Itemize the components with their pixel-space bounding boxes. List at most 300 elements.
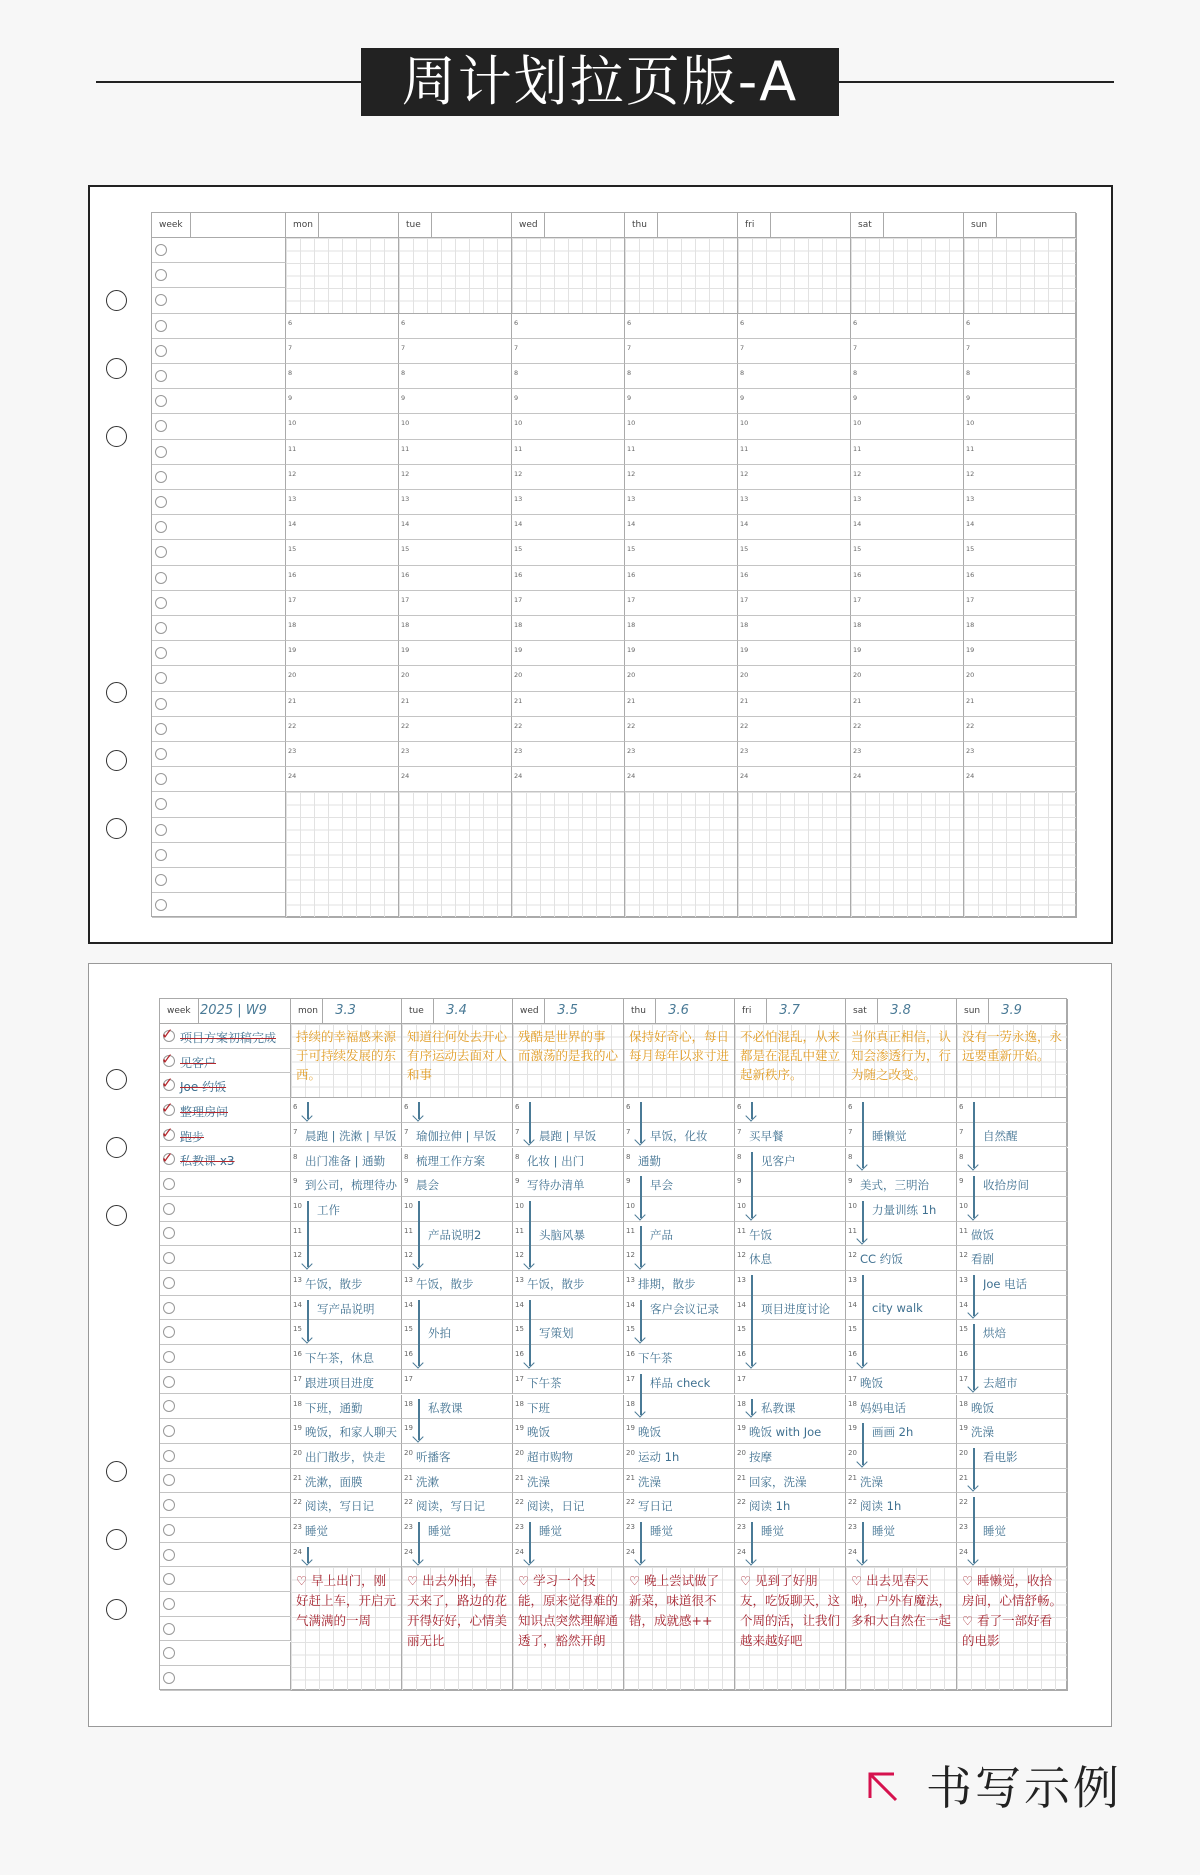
todo-checkbox[interactable] (155, 521, 167, 533)
hour-slot-tue-16[interactable] (399, 566, 512, 591)
binder-hole[interactable] (106, 1069, 127, 1090)
todo-row[interactable] (160, 1543, 291, 1568)
hour-slot-sun-10[interactable] (964, 414, 1077, 439)
hour-slot-sat-21[interactable] (851, 692, 964, 717)
todo-checkbox[interactable] (163, 1524, 175, 1536)
quote-area-tue[interactable] (399, 238, 512, 314)
hour-slot-sat-18[interactable] (851, 616, 964, 641)
hour-slot-fri-10[interactable] (738, 414, 851, 439)
hour-slot-sun-18[interactable] (964, 616, 1077, 641)
hour-slot-sun-8[interactable] (964, 364, 1077, 389)
todo-checkbox[interactable] (155, 395, 167, 407)
hour-slot-fri-8[interactable] (738, 364, 851, 389)
todo-row[interactable] (152, 389, 286, 414)
todo-row[interactable] (160, 1666, 291, 1691)
hour-slot-wed-21[interactable] (512, 692, 625, 717)
hour-slot-sat-6[interactable] (851, 314, 964, 339)
binder-hole[interactable] (106, 750, 127, 771)
todo-row[interactable] (160, 1222, 291, 1247)
todo-row[interactable] (160, 1617, 291, 1642)
hour-slot-fri-14[interactable] (738, 515, 851, 540)
hour-slot-sun-15[interactable] (964, 540, 1077, 565)
hour-slot-tue-24[interactable] (399, 767, 512, 792)
todo-checkbox[interactable] (163, 1351, 175, 1363)
hour-slot-wed-15[interactable] (512, 540, 625, 565)
hour-slot-sun-24[interactable] (964, 767, 1077, 792)
hour-slot-thu-9[interactable] (625, 389, 738, 414)
notes-area-tue[interactable] (402, 1567, 513, 1691)
hour-slot-tue-22[interactable] (399, 717, 512, 742)
hour-slot-thu-21[interactable] (625, 692, 738, 717)
todo-row[interactable] (152, 692, 286, 717)
hour-slot-wed-12[interactable] (512, 465, 625, 490)
hour-slot-fri-23[interactable] (738, 742, 851, 767)
todo-row[interactable] (160, 1246, 291, 1271)
hour-slot-sun-9[interactable] (964, 389, 1077, 414)
hour-slot-sun-6[interactable] (964, 314, 1077, 339)
hour-slot-wed-9[interactable] (512, 389, 625, 414)
hour-slot-thu-15[interactable] (625, 540, 738, 565)
day-date[interactable]: 3.5 (557, 1003, 578, 1018)
hour-slot-mon-11[interactable] (286, 440, 399, 465)
notes-area-wed[interactable] (512, 792, 625, 918)
quote-area-sun[interactable] (964, 238, 1077, 314)
hour-slot-wed-8[interactable] (512, 364, 625, 389)
hour-slot-sat-15[interactable] (851, 540, 964, 565)
hour-slot-sat-24[interactable] (851, 767, 964, 792)
hour-slot-sun-11[interactable] (964, 440, 1077, 465)
hour-slot-tue-19[interactable] (399, 641, 512, 666)
hour-slot-sat-11[interactable] (851, 440, 964, 465)
binder-hole[interactable] (106, 818, 127, 839)
hour-slot-fri-16[interactable] (738, 566, 851, 591)
quote-area-mon[interactable] (286, 238, 399, 314)
hour-slot-fri-24[interactable] (738, 767, 851, 792)
notes-area-mon[interactable] (291, 1567, 402, 1691)
hour-slot-thu-18[interactable] (625, 616, 738, 641)
hour-slot-wed-13[interactable] (512, 490, 625, 515)
hour-slot-mon-17[interactable] (286, 591, 399, 616)
hour-slot-fri-7[interactable] (738, 339, 851, 364)
hour-slot-mon-8[interactable] (286, 364, 399, 389)
hour-slot-tue-9[interactable] (399, 389, 512, 414)
hour-slot-thu-11[interactable] (625, 440, 738, 465)
notes-area-thu[interactable] (625, 792, 738, 918)
todo-row[interactable] (160, 1073, 291, 1098)
day-date[interactable]: 3.7 (779, 1003, 800, 1018)
quote-area-wed[interactable] (513, 1024, 624, 1098)
hour-slot-mon-16[interactable] (286, 566, 399, 591)
hour-slot-mon-10[interactable] (286, 414, 399, 439)
hour-slot-thu-10[interactable] (625, 414, 738, 439)
hour-label: 8 (627, 369, 632, 377)
todo-row[interactable] (152, 490, 286, 515)
quote-area-sun[interactable] (957, 1024, 1068, 1098)
binder-hole[interactable] (106, 1137, 127, 1158)
todo-row[interactable] (160, 1493, 291, 1518)
hour-slot-sat-7[interactable] (851, 339, 964, 364)
hour-slot-mon-9[interactable] (286, 389, 399, 414)
todo-checkbox[interactable] (163, 1203, 175, 1215)
daily-quote: 没有一劳永逸，永远要重新开始。 (962, 1029, 1063, 1063)
hour-slot-wed-10[interactable] (512, 414, 625, 439)
hour-slot-mon-20[interactable] (286, 666, 399, 691)
quote-area-wed[interactable] (512, 238, 625, 314)
todo-row[interactable] (152, 364, 286, 389)
hour-slot-tue-14[interactable] (399, 515, 512, 540)
hour-slot-thu-13[interactable] (625, 490, 738, 515)
hour-slot-tue-6[interactable] (399, 314, 512, 339)
hour-slot-sun-23[interactable] (964, 742, 1077, 767)
todo-checkbox[interactable] (155, 748, 167, 760)
todo-checkbox[interactable] (163, 1252, 175, 1264)
todo-row[interactable] (160, 1271, 291, 1296)
todo-row[interactable] (160, 1419, 291, 1444)
todo-row[interactable] (160, 1567, 291, 1592)
hour-slot-thu-17[interactable] (625, 591, 738, 616)
notes-area-fri[interactable] (735, 1567, 846, 1691)
todo-row[interactable] (160, 1444, 291, 1469)
todo-row[interactable] (160, 1296, 291, 1321)
hour-slot-tue-13[interactable] (399, 490, 512, 515)
binder-hole[interactable] (106, 1205, 127, 1226)
hour-slot-sun-7[interactable] (964, 339, 1077, 364)
hour-slot-fri-13[interactable] (738, 490, 851, 515)
hour-slot-sun-12[interactable] (964, 465, 1077, 490)
todo-checkbox[interactable] (155, 572, 167, 584)
hour-slot-fri-21[interactable] (738, 692, 851, 717)
hour-slot-tue-17[interactable] (402, 1370, 513, 1395)
hour-slot-mon-18[interactable] (286, 616, 399, 641)
hour-slot-thu-12[interactable] (625, 465, 738, 490)
hour-slot-mon-21[interactable] (286, 692, 399, 717)
hour-slot-sat-8[interactable] (851, 364, 964, 389)
todo-row[interactable] (152, 440, 286, 465)
schedule-entry: 晚饭，和家人聊天 (305, 1425, 397, 1440)
notes-area-sun[interactable] (957, 1567, 1068, 1691)
hour-label: 15 (966, 545, 975, 554)
todo-row[interactable] (152, 843, 286, 868)
todo-row[interactable] (152, 616, 286, 641)
todo-row[interactable] (152, 641, 286, 666)
todo-checkbox[interactable] (163, 1672, 175, 1684)
notes-area-sun[interactable] (964, 792, 1077, 918)
binder-hole[interactable] (106, 358, 127, 379)
todo-checkbox[interactable] (163, 1450, 175, 1462)
hour-label: 14 (404, 1300, 413, 1309)
todo-row[interactable] (160, 1469, 291, 1494)
notes-area-sat[interactable] (846, 1567, 957, 1691)
todo-checkbox[interactable] (155, 672, 167, 684)
todo-checkbox[interactable] (163, 1400, 175, 1412)
hour-slot-sun-17[interactable] (964, 591, 1077, 616)
todo-checkbox[interactable] (163, 1277, 175, 1289)
schedule-entry: 休息 (749, 1252, 772, 1267)
todo-checkbox[interactable] (163, 1227, 175, 1239)
todo-checkbox[interactable] (155, 597, 167, 609)
hour-slot-tue-11[interactable] (399, 440, 512, 465)
quote-area-mon[interactable] (291, 1024, 402, 1098)
todo-checkbox[interactable] (155, 824, 167, 836)
hour-slot-sat-23[interactable] (851, 742, 964, 767)
notes-area-thu[interactable] (624, 1567, 735, 1691)
hour-slot-fri-9[interactable] (738, 389, 851, 414)
hour-slot-mon-6[interactable] (286, 314, 399, 339)
todo-checkbox[interactable] (155, 294, 167, 306)
hour-label: 16 (514, 570, 523, 579)
schedule-entry: 美式，三明治 (860, 1178, 929, 1193)
todo-checkbox[interactable] (163, 1425, 175, 1437)
binder-hole[interactable] (106, 1461, 127, 1482)
todo-checkbox[interactable] (163, 1598, 175, 1610)
hour-slot-wed-19[interactable] (512, 641, 625, 666)
quote-area-fri[interactable] (735, 1024, 846, 1098)
todo-row[interactable] (152, 540, 286, 565)
todo-row[interactable] (160, 1642, 291, 1667)
hour-slot-wed-18[interactable] (512, 616, 625, 641)
hour-slot-thu-23[interactable] (625, 742, 738, 767)
todo-row[interactable] (152, 414, 286, 439)
binder-hole[interactable] (106, 1529, 127, 1550)
todo-checkbox[interactable] (163, 1573, 175, 1585)
hour-slot-sat-16[interactable] (851, 566, 964, 591)
hour-slot-thu-14[interactable] (625, 515, 738, 540)
hour-slot-sat-10[interactable] (851, 414, 964, 439)
todo-row[interactable] (160, 1592, 291, 1617)
hour-slot-wed-23[interactable] (512, 742, 625, 767)
todo-row[interactable] (152, 314, 286, 339)
day-date[interactable]: 3.3 (335, 1003, 356, 1018)
todo-checkbox[interactable] (155, 647, 167, 659)
hour-label: 19 (853, 646, 862, 655)
todo-row[interactable] (160, 1049, 291, 1074)
hour-slot-fri-17[interactable] (735, 1370, 846, 1395)
day-date[interactable]: 3.6 (668, 1003, 689, 1018)
notes-area-mon[interactable] (286, 792, 399, 918)
hour-slot-fri-18[interactable] (738, 616, 851, 641)
hour-slot-wed-22[interactable] (512, 717, 625, 742)
hour-slot-sat-22[interactable] (851, 717, 964, 742)
notes-area-tue[interactable] (399, 792, 512, 918)
hour-slot-sun-19[interactable] (964, 641, 1077, 666)
hour-label: 13 (515, 1276, 524, 1284)
todo-row[interactable] (152, 263, 286, 288)
todo-checkbox[interactable] (155, 420, 167, 432)
todo-checkbox[interactable] (163, 1302, 175, 1314)
todo-row[interactable] (160, 1098, 291, 1123)
schedule-entry: 午饭，散步 (527, 1277, 585, 1291)
todo-row[interactable] (160, 1345, 291, 1370)
hour-slot-sun-20[interactable] (964, 666, 1077, 691)
hour-label: 13 (293, 1276, 302, 1284)
todo-row[interactable] (152, 339, 286, 364)
todo-row[interactable] (152, 566, 286, 591)
hour-slot-sat-13[interactable] (851, 490, 964, 515)
todo-checkbox[interactable] (155, 622, 167, 634)
hour-slot-sun-21[interactable] (964, 692, 1077, 717)
hour-slot-wed-7[interactable] (512, 339, 625, 364)
todo-checkbox[interactable] (155, 798, 167, 810)
todo-checkbox[interactable] (155, 471, 167, 483)
hour-slot-thu-6[interactable] (625, 314, 738, 339)
hour-slot-mon-22[interactable] (286, 717, 399, 742)
hour-slot-fri-12[interactable] (738, 465, 851, 490)
hour-slot-thu-16[interactable] (625, 566, 738, 591)
todo-row[interactable] (160, 1123, 291, 1148)
hour-slot-tue-8[interactable] (399, 364, 512, 389)
hour-slot-mon-7[interactable] (286, 339, 399, 364)
hour-label: 21 (401, 696, 410, 705)
hour-slot-fri-15[interactable] (738, 540, 851, 565)
hour-slot-sat-12[interactable] (851, 465, 964, 490)
todo-row[interactable] (160, 1024, 291, 1049)
todo-checkbox[interactable] (163, 1499, 175, 1511)
todo-checkbox[interactable] (155, 698, 167, 710)
todo-checkbox[interactable] (163, 1623, 175, 1635)
hour-slot-thu-20[interactable] (625, 666, 738, 691)
hour-slot-fri-17[interactable] (738, 591, 851, 616)
todo-checkbox[interactable] (155, 849, 167, 861)
todo-row[interactable] (160, 1172, 291, 1197)
hour-slot-mon-14[interactable] (286, 515, 399, 540)
todo-checkbox[interactable] (155, 773, 167, 785)
todo-row[interactable] (152, 515, 286, 540)
todo-checkbox[interactable] (163, 1326, 175, 1338)
todo-checkbox[interactable] (155, 269, 167, 281)
notes-area-wed[interactable] (513, 1567, 624, 1691)
hour-slot-fri-6[interactable] (738, 314, 851, 339)
quote-area-sat[interactable] (846, 1024, 957, 1098)
hour-slot-sat-14[interactable] (851, 515, 964, 540)
hour-slot-sat-20[interactable] (851, 666, 964, 691)
todo-row[interactable] (152, 666, 286, 691)
hour-slot-mon-19[interactable] (286, 641, 399, 666)
hour-slot-tue-21[interactable] (399, 692, 512, 717)
todo-checkbox[interactable] (163, 1549, 175, 1561)
todo-row[interactable] (152, 868, 286, 893)
todo-row[interactable] (160, 1320, 291, 1345)
todo-checkbox[interactable] (155, 496, 167, 508)
hour-slot-sun-14[interactable] (964, 515, 1077, 540)
quote-area-thu[interactable] (624, 1024, 735, 1098)
hour-slot-wed-17[interactable] (512, 591, 625, 616)
todo-checkbox[interactable] (163, 1647, 175, 1659)
day-date[interactable]: 3.4 (446, 1003, 467, 1018)
todo-checkbox[interactable] (155, 723, 167, 735)
hour-slot-tue-23[interactable] (399, 742, 512, 767)
todo-checkbox[interactable] (155, 320, 167, 332)
binder-hole[interactable] (106, 290, 127, 311)
hour-slot-thu-19[interactable] (625, 641, 738, 666)
hour-slot-mon-23[interactable] (286, 742, 399, 767)
todo-checkbox[interactable] (155, 446, 167, 458)
day-date[interactable]: 3.9 (1001, 1003, 1022, 1018)
todo-row[interactable] (160, 1148, 291, 1173)
todo-row[interactable] (152, 893, 286, 918)
todo-row[interactable] (152, 238, 286, 263)
hour-slot-wed-14[interactable] (512, 515, 625, 540)
hour-slot-sun-16[interactable] (964, 566, 1077, 591)
todo-row[interactable] (152, 792, 286, 817)
hour-slot-fri-11[interactable] (738, 440, 851, 465)
hour-slot-mon-13[interactable] (286, 490, 399, 515)
todo-checkbox[interactable] (155, 899, 167, 911)
todo-checkbox[interactable] (155, 370, 167, 382)
todo-checkbox[interactable] (155, 345, 167, 357)
hour-slot-mon-12[interactable] (286, 465, 399, 490)
hour-slot-wed-20[interactable] (512, 666, 625, 691)
todo-row[interactable] (152, 818, 286, 843)
todo-checkbox[interactable] (155, 244, 167, 256)
hour-slot-tue-20[interactable] (399, 666, 512, 691)
hour-slot-mon-15[interactable] (286, 540, 399, 565)
binder-hole[interactable] (106, 426, 127, 447)
todo-checkbox[interactable] (155, 546, 167, 558)
hour-slot-wed-11[interactable] (512, 440, 625, 465)
todo-checkbox[interactable] (163, 1178, 175, 1190)
hour-slot-wed-16[interactable] (512, 566, 625, 591)
todo-row[interactable] (160, 1370, 291, 1395)
week-value[interactable]: 2025 | W9 (200, 1003, 267, 1018)
hour-slot-fri-22[interactable] (738, 717, 851, 742)
quote-area-sat[interactable] (851, 238, 964, 314)
hour-slot-fri-19[interactable] (738, 641, 851, 666)
hour-slot-mon-24[interactable] (286, 767, 399, 792)
todo-row[interactable] (152, 767, 286, 792)
day-date[interactable]: 3.8 (890, 1003, 911, 1018)
hour-slot-sat-9[interactable] (851, 389, 964, 414)
checkmark-icon: ✓ (161, 1123, 174, 1142)
todo-row[interactable] (152, 591, 286, 616)
hour-slot-wed-6[interactable] (512, 314, 625, 339)
hour-slot-thu-7[interactable] (625, 339, 738, 364)
todo-row[interactable] (152, 742, 286, 767)
quote-area-tue[interactable] (402, 1024, 513, 1098)
todo-row[interactable] (160, 1518, 291, 1543)
hour-slot-sun-13[interactable] (964, 490, 1077, 515)
todo-row[interactable] (152, 717, 286, 742)
hour-slot-tue-12[interactable] (399, 465, 512, 490)
notes-area-sat[interactable] (851, 792, 964, 918)
hour-slot-tue-10[interactable] (399, 414, 512, 439)
hour-slot-thu-22[interactable] (625, 717, 738, 742)
quote-area-thu[interactable] (625, 238, 738, 314)
hour-slot-sat-17[interactable] (851, 591, 964, 616)
todo-checkbox[interactable] (163, 1376, 175, 1388)
binder-hole[interactable] (106, 682, 127, 703)
hour-slot-fri-20[interactable] (738, 666, 851, 691)
hour-slot-tue-17[interactable] (399, 591, 512, 616)
todo-row[interactable] (160, 1395, 291, 1420)
schedule-entry: 晚饭 (971, 1400, 994, 1415)
notes-area-fri[interactable] (738, 792, 851, 918)
todo-row[interactable] (152, 288, 286, 313)
todo-checkbox[interactable] (163, 1474, 175, 1486)
hour-slot-thu-8[interactable] (625, 364, 738, 389)
hour-slot-tue-15[interactable] (399, 540, 512, 565)
hour-slot-thu-24[interactable] (625, 767, 738, 792)
quote-area-fri[interactable] (738, 238, 851, 314)
hour-slot-tue-7[interactable] (399, 339, 512, 364)
hour-slot-sat-19[interactable] (851, 641, 964, 666)
hour-slot-wed-24[interactable] (512, 767, 625, 792)
binder-hole[interactable] (106, 1599, 127, 1620)
hour-slot-sun-22[interactable] (964, 717, 1077, 742)
todo-row[interactable] (152, 465, 286, 490)
todo-checkbox[interactable] (155, 874, 167, 886)
todo-row[interactable] (160, 1197, 291, 1222)
hour-slot-tue-18[interactable] (399, 616, 512, 641)
